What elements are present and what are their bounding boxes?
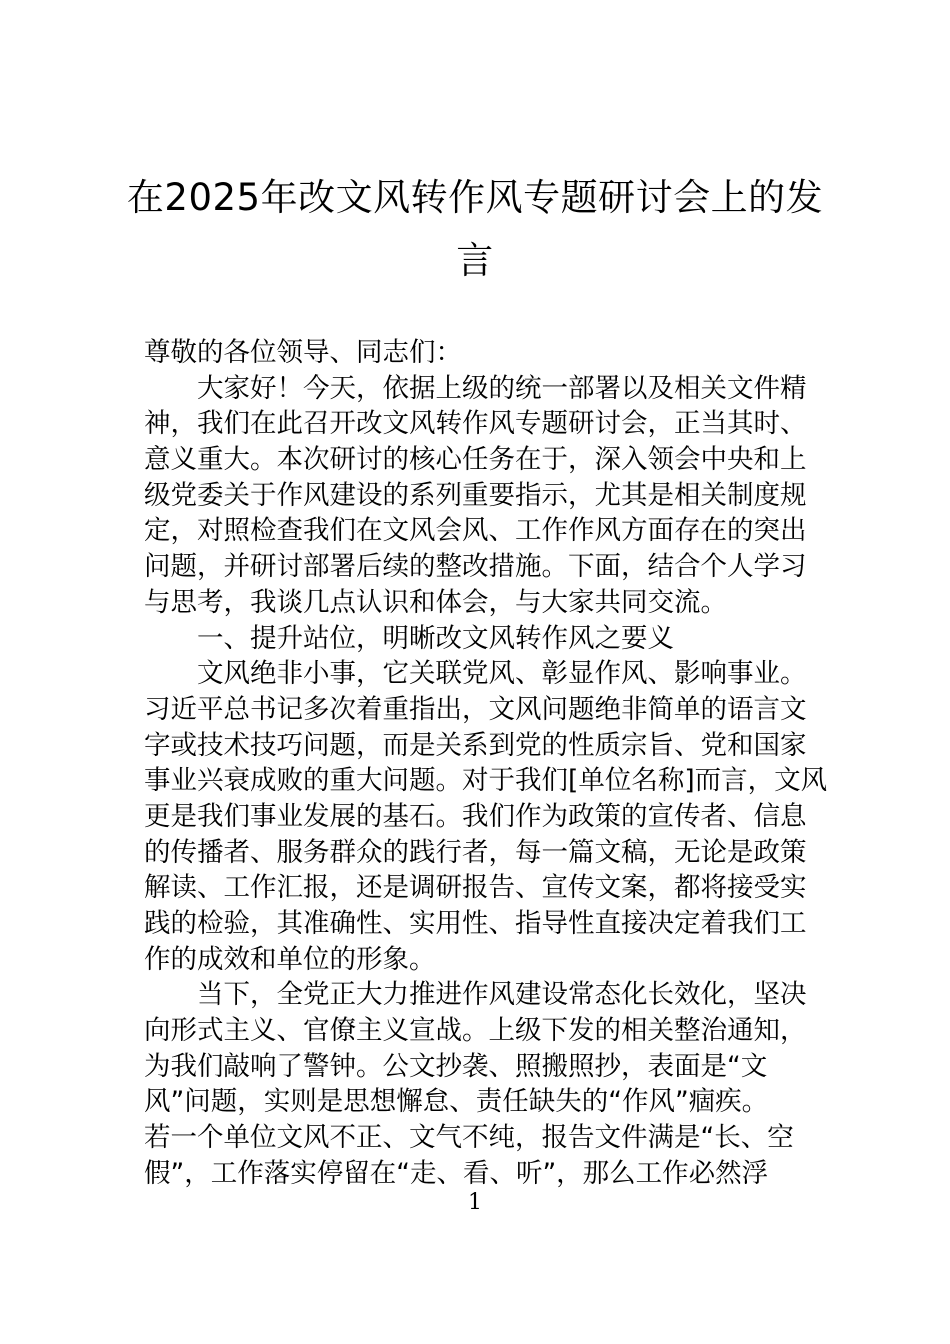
title-line: 言 (456, 239, 494, 282)
paragraph-line: 解读、工作汇报，还是调研报告、宣传文案，都将接受实 (144, 872, 807, 904)
paragraph-line: 意义重大。本次研讨的核心任务在于，深入领会中央和上 (144, 444, 807, 476)
paragraph-line: 与思考，我谈几点认识和体会，与大家共同交流。 (144, 586, 727, 618)
paragraph-line: 践的检验，其准确性、实用性、指导性直接决定着我们工 (144, 908, 807, 939)
paragraph-line: 假”，工作落实停留在“走、看、听”，那么工作必然浮 (144, 1157, 769, 1189)
paragraph-line: 字或技术技巧问题，而是关系到党的性质宗旨、党和国家 (144, 729, 807, 761)
paragraph-line: 级党委关于作风建设的系列重要指示，尤其是相关制度规 (144, 479, 807, 511)
paragraph-line: 定，对照检查我们在文风会风、工作作风方面存在的突出 (144, 515, 807, 547)
paragraph-line: 问题，并研讨部署后续的整改措施。下面，结合个人学习 (144, 551, 807, 583)
paragraph-line: 作的成效和单位的形象。 (144, 943, 436, 975)
paragraph-line: 更是我们事业发展的基石。我们作为政策的宣传者、信息 (144, 800, 807, 832)
paragraph-line: 文风绝非小事，它关联党风、彰显作风、影响事业。 (197, 658, 807, 690)
paragraph-line: 神，我们在此召开改文风转作风专题研讨会，正当其时、 (144, 408, 807, 440)
paragraph-line: 习近平总书记多次着重指出，文风问题绝非简单的语言文 (144, 693, 807, 725)
document-body (144, 335, 828, 1192)
paragraph-line: 向形式主义、官僚主义宣战。上级下发的相关整治通知， (144, 1015, 807, 1047)
salutation: 尊敬的各位领导、同志们： (144, 337, 462, 368)
paragraph-line: 大家好！今天，依据上级的统一部署以及相关文件精 (197, 372, 807, 404)
paragraph-line: 当下，全党正大力推进作风建设常态化长效化，坚决 (197, 979, 807, 1011)
paragraph-line: 若一个单位文风不正、文气不纯，报告文件满是“长、空 (144, 1122, 794, 1154)
page-number: 1 (468, 1190, 482, 1215)
paragraph-line: 的传播者、服务群众的践行者，每一篇文稿，无论是政策 (144, 836, 807, 868)
document-title (120, 166, 830, 292)
section-heading: 一、提升站位，明晰改文风转作风之要义 (197, 622, 674, 654)
paragraph-line: 风”问题，实则是思想懈怠、责任缺失的“作风”痼疾。 (144, 1086, 769, 1118)
title-line: 在2025年改文风转作风专题研讨会上的发 (126, 176, 824, 219)
paragraph-line: 事业兴衰成败的重大问题。对于我们[单位名称]而言，文风 (144, 765, 828, 797)
paragraph-line: 为我们敲响了警钟。公文抄袭、照搬照抄，表面是“文 (144, 1050, 768, 1082)
